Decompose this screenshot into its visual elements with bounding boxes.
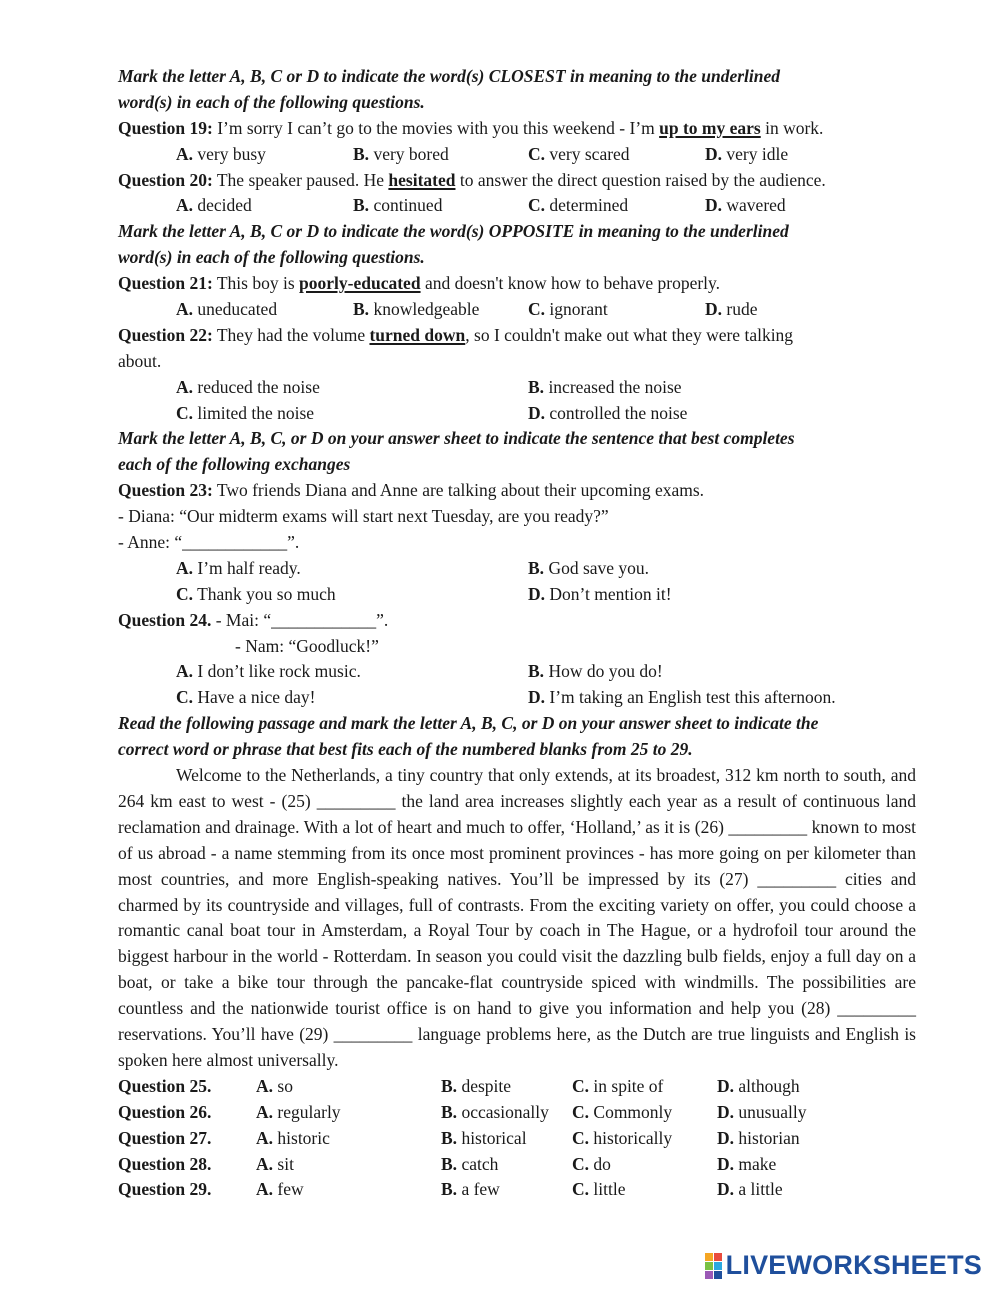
option-b[interactable]: B. occasionally: [441, 1101, 549, 1122]
question-label: Question 20:: [118, 169, 213, 190]
option-c[interactable]: C. in spite of: [572, 1075, 664, 1096]
underlined-phrase: poorly-educated: [299, 273, 421, 294]
passage-question-row: [118, 1177, 916, 1203]
question-text: in work.: [760, 117, 824, 138]
liveworksheets-logo-icon: [705, 1253, 722, 1279]
option-a[interactable]: A. reduced the noise: [176, 376, 320, 397]
question-text: Two friends Diana and Anne are talking about their upcoming exams.: [212, 480, 705, 501]
passage-questions: [118, 1074, 916, 1203]
passage-question-row: [118, 1074, 916, 1100]
instruction-opposite-line2: word(s) in each of the following questions.: [118, 247, 425, 268]
option-b[interactable]: B. increased the noise: [528, 376, 682, 397]
option-d[interactable]: D. I’m taking an English test this afternoon.: [528, 687, 836, 708]
question-21-options: [118, 297, 916, 323]
option-a[interactable]: A. decided: [176, 195, 252, 216]
question-label: Question 26.: [118, 1101, 212, 1122]
question-20-options: [118, 193, 916, 219]
option-c[interactable]: C. Thank you so much: [176, 583, 336, 604]
question-text: , so I couldn't make out what they were talking: [465, 324, 794, 345]
question-label: Question 21:: [118, 273, 213, 294]
option-d[interactable]: D. unusually: [717, 1101, 807, 1122]
instruction-opposite-line1: Mark the letter A, B, C or D to indicate the word(s) OPPOSITE in meaning to the underlined: [118, 221, 789, 242]
question-text: and doesn't know how to behave properly.: [420, 273, 721, 294]
option-b[interactable]: B. How do you do!: [528, 661, 663, 682]
dialogue-line-nam: - Nam: “Goodluck!”: [235, 635, 379, 656]
question-22-options-row2: [118, 401, 916, 427]
option-d[interactable]: D. although: [717, 1075, 800, 1096]
instruction-passage-line2: correct word or phrase that best fits each of the numbered blanks from 25 to 29.: [118, 739, 693, 760]
option-c[interactable]: C. do: [572, 1153, 611, 1174]
question-20: [118, 168, 916, 194]
liveworksheets-logo: [705, 1250, 982, 1281]
question-21: [118, 271, 916, 297]
underlined-phrase: turned down: [369, 324, 466, 345]
question-23-options-row2: [118, 582, 916, 608]
underlined-phrase: hesitated: [388, 169, 456, 190]
question-text: - Mai: “____________”.: [211, 609, 389, 630]
option-b[interactable]: B. despite: [441, 1075, 512, 1096]
question-text: to answer the direct question raised by the audience.: [455, 169, 826, 190]
question-22-options-row1: [118, 375, 916, 401]
option-c[interactable]: C. very scared: [528, 143, 630, 164]
option-a[interactable]: A. uneducated: [176, 299, 278, 320]
underlined-phrase: up to my ears: [659, 117, 761, 138]
dialogue-line-anne: - Anne: “____________”.: [118, 532, 300, 553]
question-24: [118, 608, 916, 634]
option-a[interactable]: A. so: [256, 1075, 293, 1096]
question-22-continuation: about.: [118, 350, 162, 371]
question-23-options-row1: [118, 556, 916, 582]
question-19: [118, 116, 916, 142]
option-a[interactable]: A. I’m half ready.: [176, 557, 301, 578]
question-label: Question 19:: [118, 117, 213, 138]
question-19-options: [118, 142, 916, 168]
option-b[interactable]: B. catch: [441, 1153, 499, 1174]
option-d[interactable]: D. wavered: [705, 195, 786, 216]
question-label: Question 25.: [118, 1075, 212, 1096]
option-a[interactable]: A. regularly: [256, 1101, 341, 1122]
instruction-exchanges-line2: each of the following exchanges: [118, 454, 351, 475]
option-c[interactable]: C. historically: [572, 1127, 673, 1148]
dialogue-line-diana: - Diana: “Our midterm exams will start next Tuesday, are you ready?”: [118, 506, 609, 527]
option-c[interactable]: C. little: [572, 1179, 626, 1200]
option-d[interactable]: D. Don’t mention it!: [528, 583, 672, 604]
option-b[interactable]: B. continued: [353, 195, 443, 216]
passage-question-row: [118, 1126, 916, 1152]
option-a[interactable]: A. historic: [256, 1127, 330, 1148]
option-d[interactable]: D. very idle: [705, 143, 789, 164]
question-label: Question 23:: [118, 480, 213, 501]
option-c[interactable]: C. Commonly: [572, 1101, 673, 1122]
option-c[interactable]: C. determined: [528, 195, 629, 216]
option-b[interactable]: B. very bored: [353, 143, 449, 164]
instruction-closest-line2: word(s) in each of the following questions.: [118, 91, 425, 112]
option-c[interactable]: C. Have a nice day!: [176, 687, 316, 708]
reading-passage: [118, 763, 916, 1074]
question-label: Question 22:: [118, 324, 213, 345]
question-text: I’m sorry I can’t go to the movies with you this weekend - I’m: [212, 117, 660, 138]
question-text: They had the volume: [212, 324, 370, 345]
question-label: Question 28.: [118, 1153, 212, 1174]
option-a[interactable]: A. sit: [256, 1153, 294, 1174]
passage-question-row: [118, 1152, 916, 1178]
instruction-passage-line1: Read the following passage and mark the letter A, B, C, or D on your answer sheet to indicate the: [118, 713, 819, 734]
instruction-exchanges-line1: Mark the letter A, B, C, or D on your answer sheet to indicate the sentence that best completes: [118, 428, 795, 449]
option-a[interactable]: A. few: [256, 1179, 304, 1200]
question-text: The speaker paused. He: [212, 169, 389, 190]
worksheet-page: [118, 64, 916, 1203]
option-b[interactable]: B. historical: [441, 1127, 527, 1148]
instruction-closest-line1: Mark the letter A, B, C or D to indicate the word(s) CLOSEST in meaning to the underlined: [118, 66, 781, 86]
option-b[interactable]: B. knowledgeable: [353, 299, 480, 320]
option-a[interactable]: A. very busy: [176, 143, 266, 164]
question-label: Question 24.: [118, 609, 212, 630]
option-d[interactable]: D. historian: [717, 1127, 800, 1148]
brand-name: LIVEWORKSHEETS: [725, 1250, 982, 1281]
question-24-options-row2: [118, 685, 916, 711]
passage-question-row: [118, 1100, 916, 1126]
question-22: [118, 323, 916, 349]
option-d[interactable]: D. rude: [705, 299, 758, 320]
question-label: Question 27.: [118, 1127, 212, 1148]
passage-text: Welcome to the Netherlands, a tiny country that only extends, at its broadest, 312 km north to south, and 264 km east to west - (25) _________ the land area increases slightly each year as a result of continuous land reclamation and drainage. With a lot of heart and much to offer, ‘Holland,’ as it is (26) _________ known to most of us abroad - a name stemming from its once most prominent provinces - has more going on per kilometer than most countries, and more English-speaking natives. You’ll be impressed by its (27) _________ cities and charmed by its countryside and villages, full of contrasts. From the exciting variety on offer, you could choose a romantic canal boat tour in Amsterdam, a Royal Tour by coach in The Hague, or a hydrofoil tour around the biggest harbour in the world - Rotterdam. In season you could visit the dazzling bulb fields, enjoy a full day on a boat, or take a bike tour through the pancake-flat countryside spiced with windmills. The possibilities are countless and the nationwide tourist office is on hand to give you information and help you (28) _________ reservations. You’ll have (29) _________ language problems here, as the Dutch are true linguists and English is spoken here almost universally.: [118, 765, 916, 1071]
question-23: [118, 478, 916, 504]
option-d[interactable]: D. controlled the noise: [528, 402, 688, 423]
option-b[interactable]: B. God save you.: [528, 557, 650, 578]
option-c[interactable]: C. limited the noise: [176, 402, 315, 423]
option-c[interactable]: C. ignorant: [528, 299, 608, 320]
question-text: This boy is: [212, 273, 300, 294]
option-b[interactable]: B. a few: [441, 1179, 500, 1200]
option-d[interactable]: D. a little: [717, 1179, 783, 1200]
question-label: Question 29.: [118, 1179, 212, 1200]
option-d[interactable]: D. make: [717, 1153, 777, 1174]
question-24-options-row1: [118, 659, 916, 685]
option-a[interactable]: A. I don’t like rock music.: [176, 661, 361, 682]
